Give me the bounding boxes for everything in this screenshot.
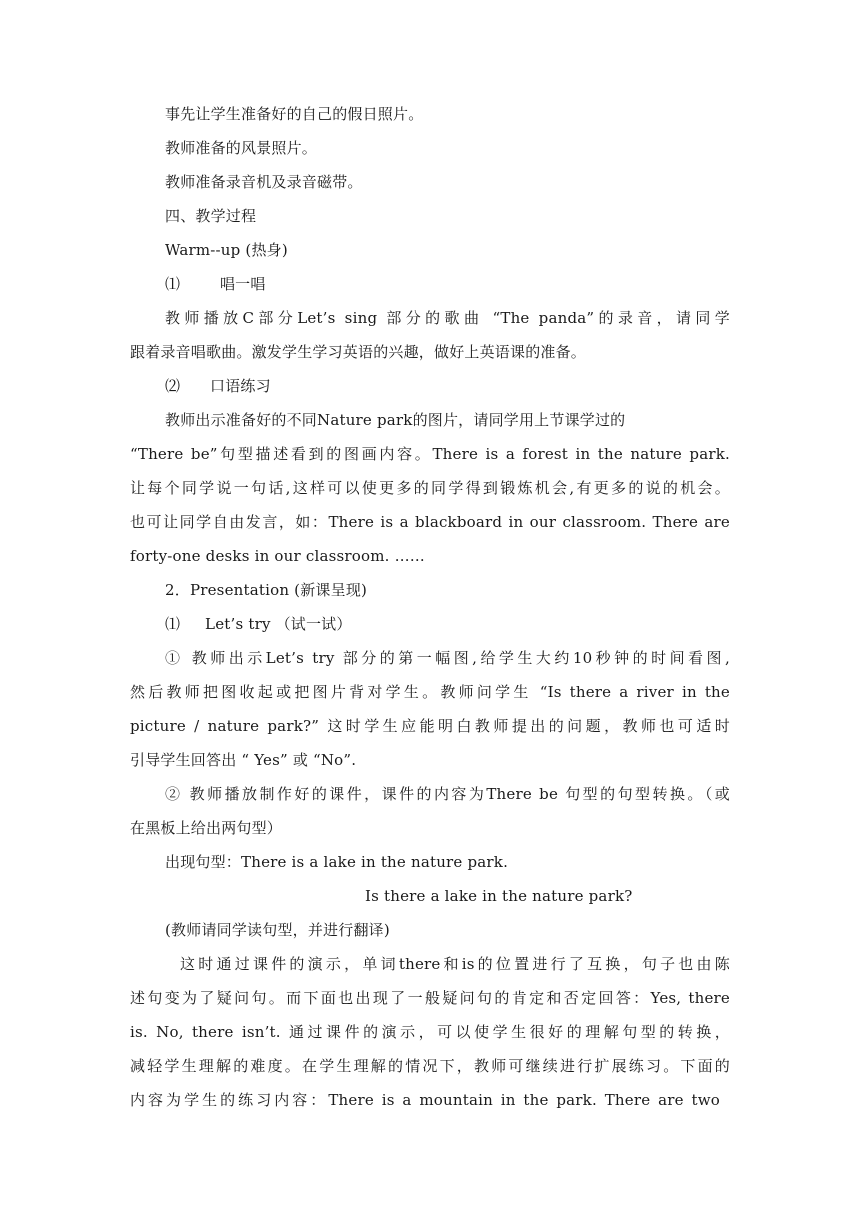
section-heading: 四、教学过程 <box>165 207 257 225</box>
paragraph-line: 然后教师把图收起或把图片背对学生。教师问学生 “Is there a river in the <box>130 683 730 701</box>
text-line: 教师准备的风景照片。 <box>165 139 318 157</box>
paragraph-line: 述句变为了疑问句。而下面也出现了一般疑问句的肯定和否定回答：Yes, there <box>130 989 730 1007</box>
paragraph-line: (教师请同学读句型，并进行翻译) <box>165 921 390 939</box>
sentence-pattern: Is there a lake in the nature park? <box>365 887 633 905</box>
subsection-heading: Warm--up (热身) <box>165 241 288 259</box>
paragraph-line: ① 教师出示Let’s try 部分的第一幅图,给学生大约10秒钟的时间看图, <box>165 649 730 667</box>
paragraph-line: 教师播放C部分Let’s sing 部分的歌曲 “The panda”的录音，请同学 <box>165 309 730 327</box>
paragraph-line: is. No, there isn’t. 通过课件的演示，可以使学生很好的理解句型的转换， <box>130 1023 730 1041</box>
list-item-heading: ⑴ Let’s try （试一试） <box>165 615 352 633</box>
paragraph-line: 教师出示准备好的不同Nature park的图片，请同学用上节课学过的 <box>165 411 626 429</box>
sentence-pattern: 出现句型：There is a lake in the nature park. <box>165 853 509 871</box>
paragraph-line: 跟着录音唱歌曲。激发学生学习英语的兴趣，做好上英语课的准备。 <box>130 343 587 361</box>
paragraph-line: 让每个同学说一句话,这样可以使更多的同学得到锻炼机会,有更多的说的机会。 <box>130 479 730 497</box>
paragraph-line: “There be”句型描述看到的图画内容。There is a forest in the nature park. <box>130 445 730 463</box>
paragraph-line: ② 教师播放制作好的课件，课件的内容为There be 句型的句型转换。（或 <box>165 785 730 803</box>
list-item-heading: ⑴ 唱一唱 <box>165 275 266 293</box>
text-line: 教师准备录音机及录音磁带。 <box>165 173 363 191</box>
paragraph-line: 在黑板上给出两句型） <box>130 819 283 837</box>
paragraph-line: 内容为学生的练习内容：There is a mountain in the park. There are two <box>130 1091 720 1109</box>
subsection-heading: 2．Presentation (新课呈现) <box>165 581 368 599</box>
paragraph-line: forty-one desks in our classroom. …… <box>130 547 425 565</box>
text-line: 事先让学生准备好的自己的假日照片。 <box>165 105 424 123</box>
paragraph-line: 减轻学生理解的难度。在学生理解的情况下，教师可继续进行扩展练习。下面的 <box>130 1057 730 1075</box>
paragraph-line: 这时通过课件的演示，单词there和is的位置进行了互换，句子也由陈 <box>180 955 730 973</box>
paragraph-line: 引导学生回答出 “ Yes” 或 “No”. <box>130 751 357 769</box>
paragraph-line: 也可让同学自由发言，如：There is a blackboard in our classroom. There are <box>130 513 730 531</box>
list-item-heading: ⑵ 口语练习 <box>165 377 271 395</box>
paragraph-line: picture / nature park?” 这时学生应能明白教师提出的问题，教师也可适时 <box>130 717 730 735</box>
